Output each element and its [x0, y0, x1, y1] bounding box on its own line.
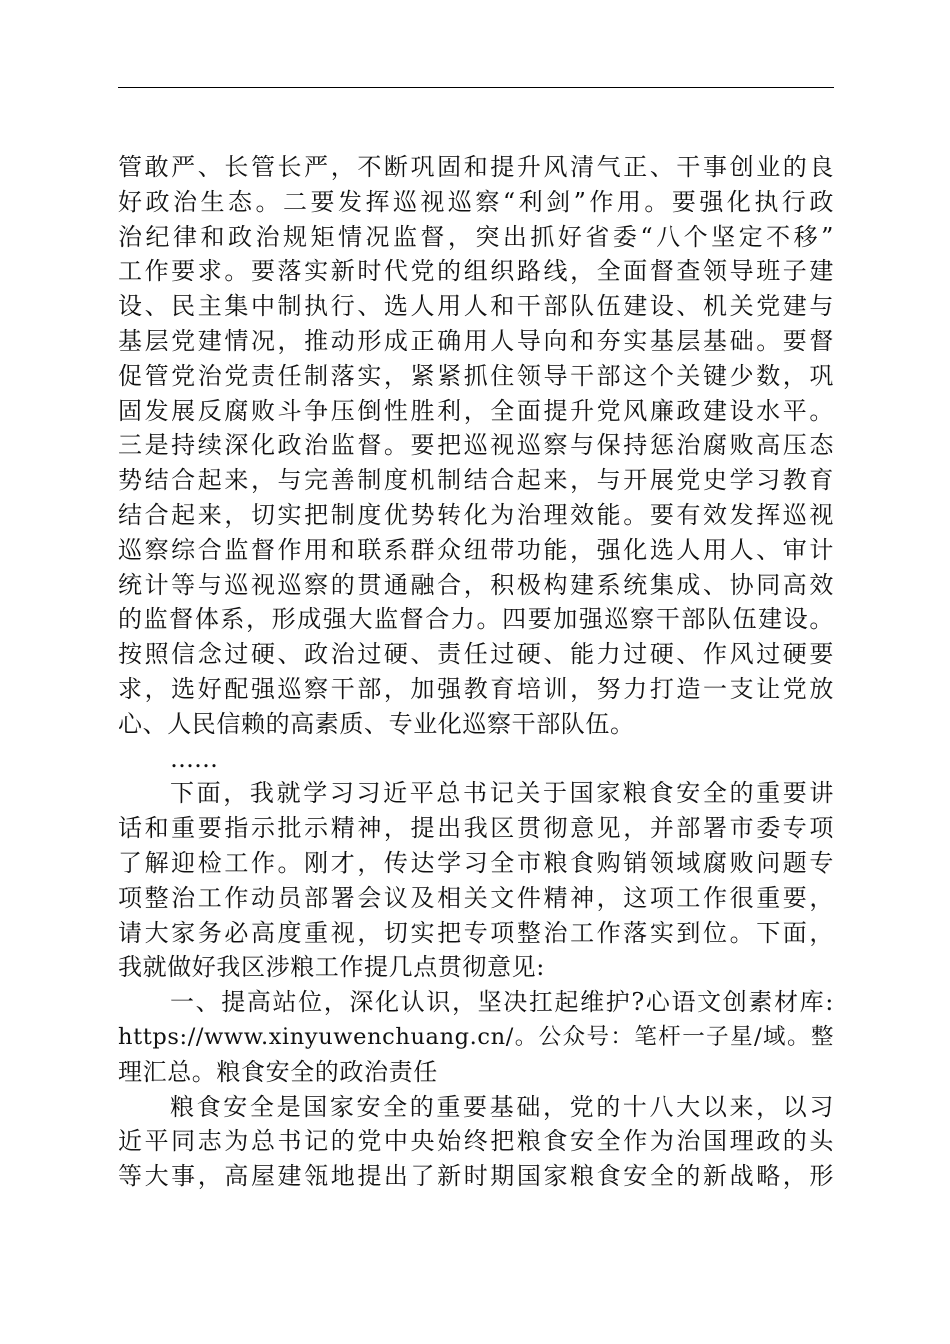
text-line: 求，选好配强巡察干部，加强教育培训，努力打造一支让党放 — [118, 674, 834, 703]
text-line: 等大事，高屋建瓴地提出了新时期国家粮食安全的新战略，形 — [118, 1162, 834, 1191]
ellipsis-line: …… — [170, 744, 218, 773]
text-line: 治纪律和政治规矩情况监督，突出抓好省委“八个坚定不移” — [118, 222, 834, 251]
text-line: 的监督体系，形成强大监督合力。四要加强巡察干部队伍建设。 — [118, 605, 834, 634]
url-line — [118, 1020, 834, 1055]
text-line: 项整治工作动员部署会议及相关文件精神，这项工作很重要， — [118, 883, 834, 912]
text-line: 工作要求。要落实新时代党的组织路线，全面督查领导班子建 — [118, 257, 834, 286]
text-line: 基层党建情况，推动形成正确用人导向和夯实基层基础。要督 — [118, 326, 834, 355]
text-line: 了解迎检工作。刚才，传达学习全市粮食购销领域腐败问题专 — [118, 848, 834, 877]
text-line: 促管党治党责任制落实，紧紧抓住领导干部这个关键少数，巩 — [118, 361, 834, 390]
url-text: https://www.xinyuwenchuang.cn/。公众号：笔杆一子星/域。整 — [118, 1023, 834, 1050]
text-line: 设、民主集中制执行、选人用人和干部队伍建设、机关党建与 — [118, 292, 834, 321]
text-line: 势结合起来，与完善制度机制结合起来，与开展党史学习教育 — [118, 466, 834, 495]
header-rule — [118, 87, 834, 88]
text-line: 按照信念过硬、政治过硬、责任过硬、能力过硬、作风过硬要 — [118, 640, 834, 669]
text-line: 粮食安全是国家安全的重要基础，党的十八大以来，以习 — [170, 1092, 834, 1121]
text-line: 管敢严、长管长严，不断巩固和提升风清气正、干事创业的良 — [118, 153, 834, 181]
text-line: 三是持续深化政治监督。要把巡视巡察与保持惩治腐败高压态 — [118, 431, 834, 460]
text-line: 结合起来，切实把制度优势转化为治理效能。要有效发挥巡视 — [118, 500, 834, 529]
text-line: 我就做好我区涉粮工作提几点贯彻意见: — [118, 953, 545, 982]
text-line: 请大家务必高度重视，切实把专项整治工作落实到位。下面， — [118, 918, 834, 947]
text-line: 巡察综合监督作用和联系群众纽带功能，强化选人用人、审计 — [118, 535, 834, 564]
text-line: 下面，我就学习习近平总书记关于国家粮食安全的重要讲 — [170, 779, 834, 808]
text-line: 话和重要指示批示精神，提出我区贯彻意见，并部署市委专项 — [118, 814, 834, 843]
text-line: 近平同志为总书记的党中央始终把粮食安全作为治国理政的头 — [118, 1127, 834, 1156]
section-heading-line: 一、提高站位，深化认识，坚决扛起维护?心语文创素材库: — [170, 988, 834, 1017]
body-text — [118, 150, 834, 1194]
text-line: 固发展反腐败斗争压倒性胜利，全面提升党风廉政建设水平。 — [118, 396, 834, 425]
text-line: 心、人民信赖的高素质、专业化巡察干部队伍。 — [118, 709, 635, 738]
text-line: 好政治生态。二要发挥巡视巡察“利剑”作用。要强化执行政 — [118, 187, 834, 216]
text-line: 统计等与巡视巡察的贯通融合，积极构建系统集成、协同高效 — [118, 570, 834, 599]
text-line: 理汇总。粮食安全的政治责任 — [118, 1057, 438, 1086]
